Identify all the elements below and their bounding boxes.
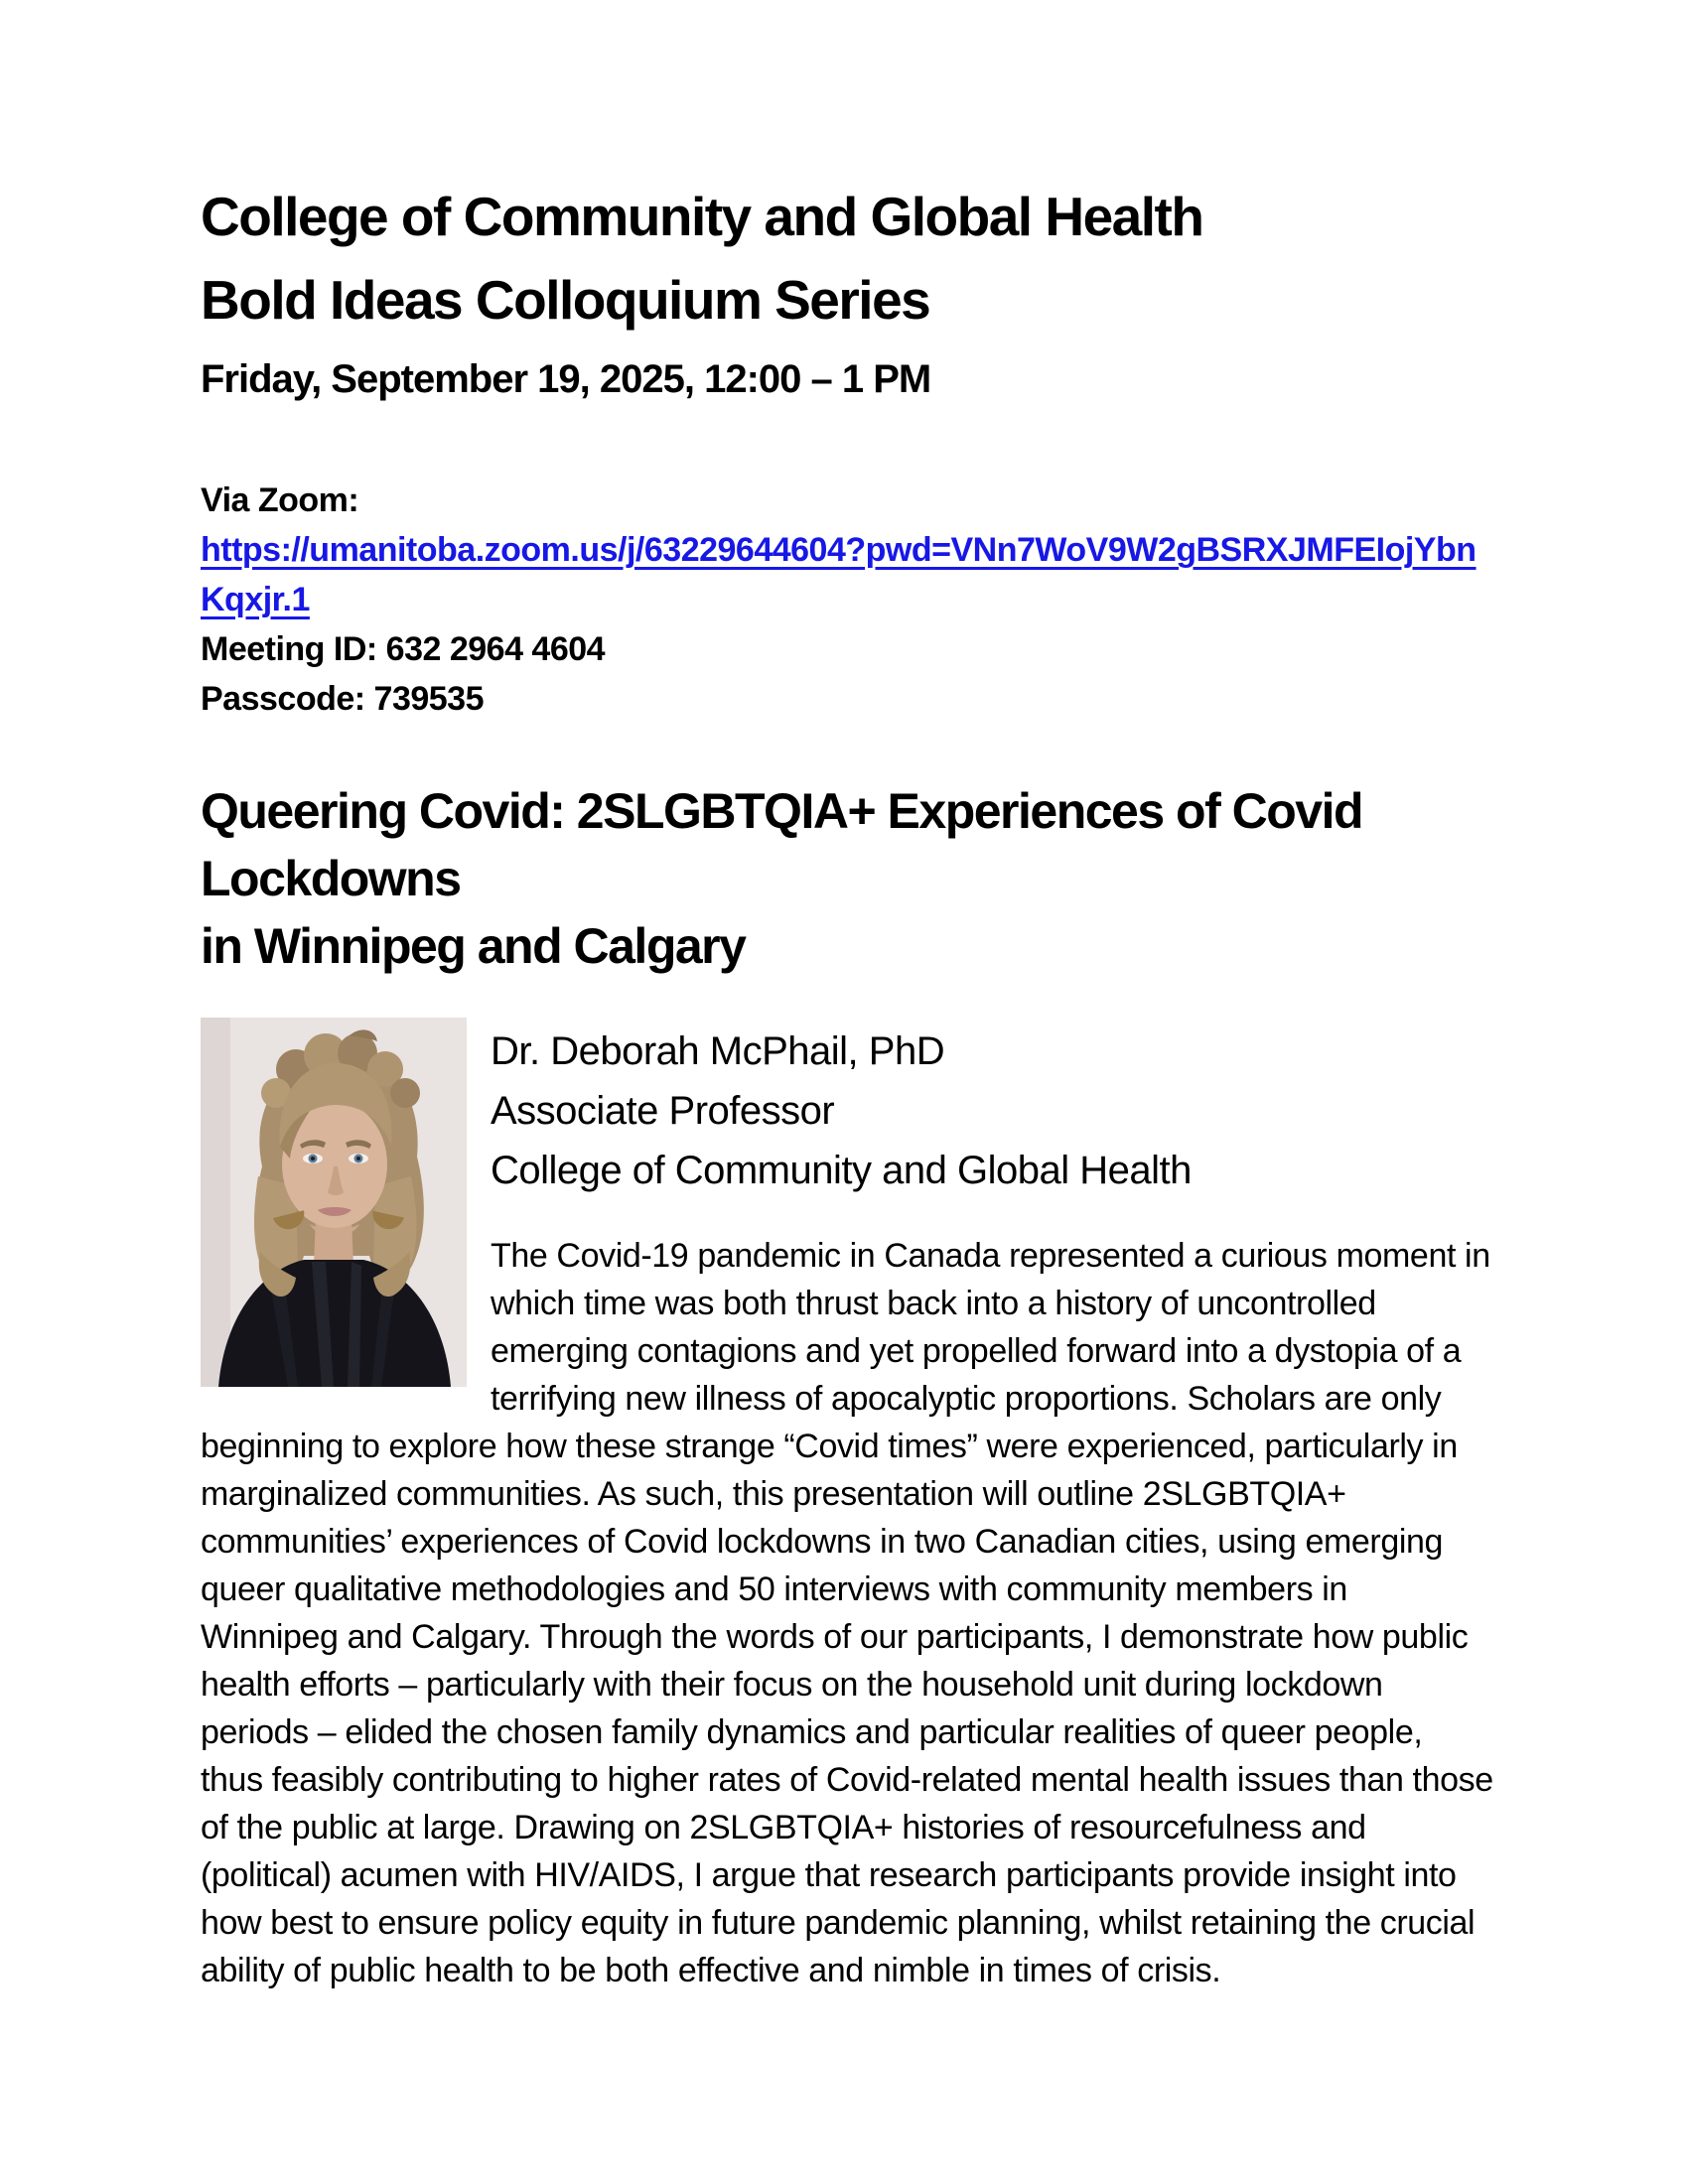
talk-title — [201, 777, 1493, 980]
zoom-details — [201, 476, 1493, 724]
speaker-name: Dr. Deborah McPhail, PhD — [491, 1029, 945, 1073]
talk-title-line1: Queering Covid: 2SLGBTQIA+ Experiences of Covid Lockdowns — [201, 783, 1363, 906]
talk-title-line2: in Winnipeg and Calgary — [201, 918, 746, 974]
passcode: Passcode: 739535 — [201, 680, 484, 718]
abstract-text: The Covid-19 pandemic in Canada represented a curious moment in which time was both thrust back into a history of uncontrolled emerging contagions and yet propelled forward into a dystopia of a terrifying new illness of apocalyptic proportions. Scholars are only beginning to explore how these strange “Covid times” were experienced, particularly in marginalized communities. As such, this presentation will outline 2SLGBTQIA+ communities’ experiences of Covid lockdowns in two Canadian cities, using emerging queer qualitative methodologies and 50 interviews with community members in Winnipeg and Calgary. Through the words of our participants, I demonstrate how public health efforts – particularly with their focus on the household unit during lockdown periods – elided the chosen family dynamics and particular realities of queer people, thus feasibly contributing to higher rates of Covid-related mental health issues than those of the public at large. Drawing on 2SLGBTQIA+ histories of resourcefulness and (political) acumen with HIV/AIDS, I argue that research participants provide insight into how best to ensure policy equity in future pandemic planning, whilst retaining the crucial ability of public health to be both effective and nimble in times of crisis. — [201, 1237, 1493, 1989]
speaker-affiliation: College of Community and Global Health — [491, 1149, 1192, 1192]
speaker-role: Associate Professor — [491, 1089, 835, 1133]
college-name: College of Community and Global Health — [201, 186, 1203, 247]
page-title — [201, 175, 1493, 341]
event-datetime: Friday, September 19, 2025, 12:00 – 1 PM — [201, 357, 931, 401]
meeting-id: Meeting ID: 632 2964 4604 — [201, 630, 606, 668]
speaker-photo — [201, 1018, 467, 1387]
speaker-section — [201, 1018, 1493, 1994]
series-name: Bold Ideas Colloquium Series — [201, 269, 930, 331]
via-zoom-label: Via Zoom: — [201, 481, 359, 519]
zoom-meeting-link[interactable]: https://umanitoba.zoom.us/j/63229644604?pwd=VNn7WoV9W2gBSRXJMFEIojYbnKqxjr.1 — [201, 531, 1477, 618]
